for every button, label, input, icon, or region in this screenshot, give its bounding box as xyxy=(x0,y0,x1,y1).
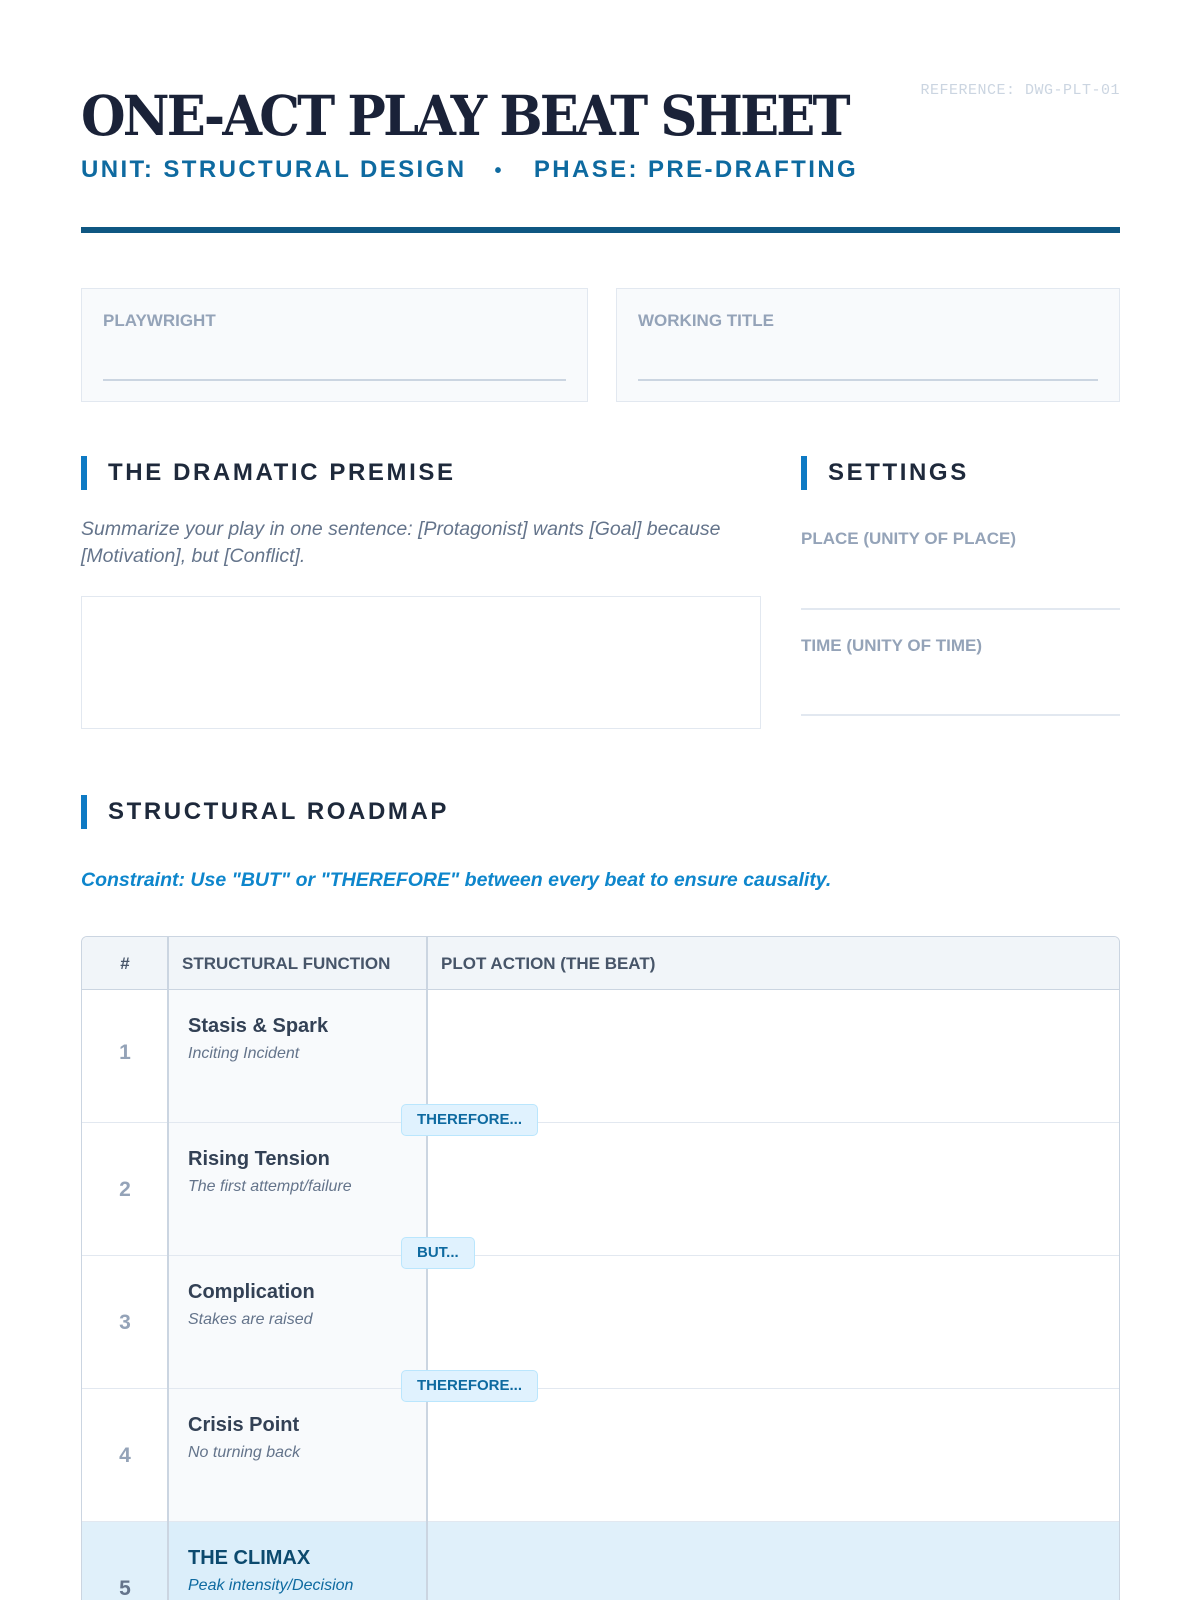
playwright-field[interactable] xyxy=(81,288,588,402)
premise-hint: Summarize your play in one sentence: [Protagonist] wants [Goal] because [Motivation], but [Conflict]. xyxy=(81,518,721,567)
table-row-climax xyxy=(82,1522,1119,1600)
working-title-field[interactable] xyxy=(616,288,1120,402)
separator-dot: • xyxy=(494,160,504,182)
connector-but-badge: BUT... xyxy=(401,1237,475,1269)
playwright-input-line[interactable] xyxy=(103,379,566,381)
table-row xyxy=(82,990,1119,1123)
subtitle xyxy=(81,156,858,184)
settings-heading: SETTINGS xyxy=(801,456,969,490)
premise-heading: THE DRAMATIC PREMISE xyxy=(81,456,456,490)
place-input-line[interactable] xyxy=(801,608,1120,610)
table-row xyxy=(82,1389,1119,1522)
function-name: Stasis & Spark xyxy=(188,1015,329,1037)
beat-number: 2 xyxy=(119,1178,131,1201)
working-title-input-line[interactable] xyxy=(638,379,1098,381)
beat-sheet-page xyxy=(81,0,1120,1600)
constraint-note: Constraint: Use "BUT" or "THEREFORE" between every beat to ensure causality. xyxy=(81,869,832,891)
table-row xyxy=(82,1256,1119,1389)
column-header-function: STRUCTURAL FUNCTION xyxy=(182,954,391,973)
beat-number: 1 xyxy=(119,1041,131,1064)
time-label: TIME (UNITY OF TIME) xyxy=(801,636,983,655)
time-input-line[interactable] xyxy=(801,714,1120,716)
premise-input-box[interactable] xyxy=(81,596,761,729)
header-divider xyxy=(81,227,1120,233)
beat-number: 5 xyxy=(119,1577,131,1600)
function-description: Stakes are raised xyxy=(188,1311,313,1328)
table-row xyxy=(82,1123,1119,1256)
function-description: The first attempt/failure xyxy=(188,1178,352,1195)
phase-label: PHASE: PRE-DRAFTING xyxy=(533,156,859,183)
column-divider xyxy=(167,937,169,1600)
function-cell xyxy=(168,1123,427,1255)
reference-code: REFERENCE: DWG-PLT-01 xyxy=(920,82,1120,99)
unit-label: UNIT: STRUCTURAL DESIGN xyxy=(81,156,467,183)
function-description: Peak intensity/Decision xyxy=(188,1577,354,1594)
column-header-number: # xyxy=(120,954,130,973)
function-cell xyxy=(168,1256,427,1388)
table-header xyxy=(82,937,1119,990)
connector-therefore-badge: THEREFORE... xyxy=(401,1370,538,1402)
function-name: Complication xyxy=(188,1281,315,1303)
roadmap-heading: STRUCTURAL ROADMAP xyxy=(81,795,449,829)
function-name: Rising Tension xyxy=(188,1148,330,1170)
place-label: PLACE (UNITY OF PLACE) xyxy=(801,529,1017,548)
function-name: Crisis Point xyxy=(188,1414,300,1436)
playwright-label: PLAYWRIGHT xyxy=(103,311,216,330)
function-cell xyxy=(168,1522,427,1600)
function-description: Inciting Incident xyxy=(188,1045,300,1062)
working-title-label: WORKING TITLE xyxy=(638,311,774,330)
column-header-action: PLOT ACTION (THE BEAT) xyxy=(441,954,656,973)
beat-number: 3 xyxy=(119,1311,131,1334)
function-cell xyxy=(168,990,427,1122)
beat-number: 4 xyxy=(119,1444,131,1467)
page-title: ONE-ACT PLAY BEAT SHEET xyxy=(81,83,848,148)
beat-table xyxy=(81,936,1120,1600)
connector-therefore-badge: THEREFORE... xyxy=(401,1104,538,1136)
function-cell xyxy=(168,1389,427,1521)
function-description: No turning back xyxy=(188,1444,301,1461)
function-name: THE CLIMAX xyxy=(188,1547,311,1569)
